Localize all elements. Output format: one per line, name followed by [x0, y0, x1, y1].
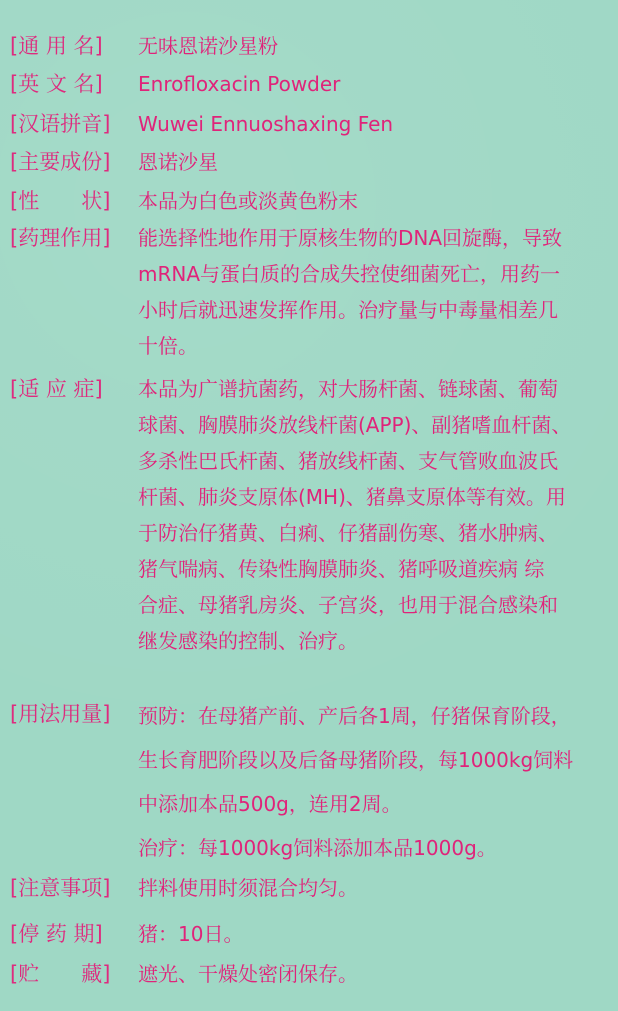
- value-line: 恩诺沙星: [138, 150, 218, 174]
- field-label: [英 文 名]: [10, 72, 103, 96]
- field-value: [138, 148, 608, 176]
- value-line: 本品为广谱抗菌药，对大肠杆菌、链球菌、葡萄: [138, 377, 558, 401]
- field-label: [注意事项]: [10, 876, 111, 900]
- field-label: [性 状]: [10, 189, 111, 213]
- field-label: [用法用量]: [10, 702, 111, 726]
- value-line: 无味恩诺沙星粉: [138, 34, 278, 58]
- field-value: [138, 371, 608, 659]
- value-line: 猪：10日。: [138, 922, 244, 946]
- field-label: [汉语拼音]: [10, 112, 111, 136]
- field-value: [138, 187, 608, 215]
- field-label: [停 药 期]: [10, 922, 103, 946]
- field-label: [贮 藏]: [10, 962, 111, 986]
- value-line: 猪气喘病、传染性胸膜肺炎、猪呼吸道疾病 综: [138, 557, 545, 581]
- field-label: [通 用 名]: [10, 34, 103, 58]
- value-line: 预防：在母猪产前、产后各1周，仔猪保育阶段，: [138, 704, 571, 728]
- value-line: 于防治仔猪黄、白痢、仔猪副伤寒、猪水肿病、: [138, 521, 558, 545]
- value-line: 能选择性地作用于原核生物的DNA回旋酶，导致: [138, 226, 563, 250]
- field-value: [138, 698, 608, 866]
- field-value: [138, 874, 608, 902]
- value-line: 杆菌、肺炎支原体(MH)、猪鼻支原体等有效。用: [138, 485, 566, 509]
- value-line: 继发感染的控制、治疗。: [138, 629, 358, 653]
- value-line: Wuwei Ennuoshaxing Fen: [138, 112, 394, 136]
- field-value: [138, 110, 608, 138]
- field-value: [138, 960, 608, 988]
- value-line: 合症、母猪乳房炎、子宫炎，也用于混合感染和: [138, 593, 558, 617]
- value-line: 本品为白色或淡黄色粉末: [138, 189, 358, 213]
- value-line: 遮光、干燥处密闭保存。: [138, 962, 358, 986]
- field-value: [138, 32, 608, 60]
- field-value: [138, 920, 608, 948]
- value-line: 多杀性巴氏杆菌、猪放线杆菌、支气管败血波氏: [138, 449, 558, 473]
- value-line: 球菌、胸膜肺炎放线杆菌(APP)、副猪嗜血杆菌、: [138, 413, 572, 437]
- value-line: Enrofloxacin Powder: [138, 72, 341, 96]
- value-line: 治疗：每1000kg饲料添加本品1000g。: [138, 836, 497, 860]
- value-line: 生长育肥阶段以及后备母猪阶段，每1000kg饲料: [138, 748, 574, 772]
- field-label: [药理作用]: [10, 226, 111, 250]
- field-value: [138, 220, 608, 364]
- value-line: mRNA与蛋白质的合成失控使细菌死亡，用药一: [138, 262, 561, 286]
- field-value: [138, 70, 608, 98]
- value-line: 拌料使用时须混合均匀。: [138, 876, 358, 900]
- field-label: [主要成份]: [10, 150, 111, 174]
- value-line: 小时后就迅速发挥作用。治疗量与中毒量相差几: [138, 298, 558, 322]
- field-label: [适 应 症]: [10, 377, 103, 401]
- value-line: 十倍。: [138, 334, 198, 358]
- value-line: 中添加本品500g，连用2周。: [138, 792, 402, 816]
